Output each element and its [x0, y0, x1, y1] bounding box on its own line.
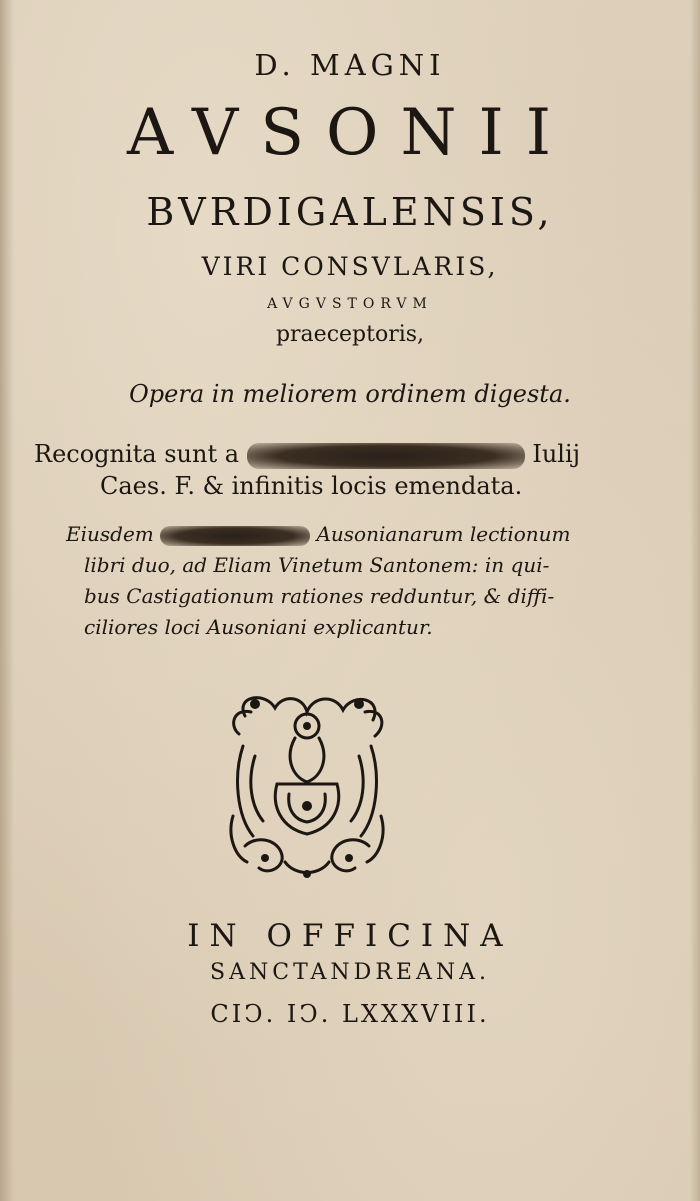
- ornament-icon: [225, 686, 390, 882]
- emendation-end: infinitis locis emendata.: [231, 472, 523, 500]
- lectiones-line-2: libri duo, ad Eliam Vinetum Santonem: in qui-: [84, 553, 550, 577]
- author-role-cont: praeceptoris,: [275, 322, 425, 347]
- redaction-mark: [160, 526, 310, 546]
- author-role: AVGVSTORVM: [267, 296, 433, 312]
- recognition-line: [34, 440, 580, 469]
- lectiones-end: Ausonianarum lectionum: [316, 522, 571, 546]
- lectiones-line-4: ciliores loci Ausoniani explicantur.: [84, 615, 433, 639]
- author-origin: BVRDIGALENSIS,: [146, 190, 554, 234]
- recognition-end: Iulij: [532, 440, 581, 468]
- redaction-mark: [247, 443, 525, 469]
- imprint-place: IN OFFICINA: [187, 918, 513, 954]
- imprint-printer: SANCTANDREANA.: [210, 960, 490, 985]
- emendation-start: Caes. F. &: [100, 472, 224, 500]
- author-prefix: D. MAGNI: [254, 48, 446, 82]
- author-name: AVSONII: [126, 96, 574, 170]
- recognition-start: Recognita sunt a: [34, 440, 240, 468]
- author-title: VIRI CONSVLARIS,: [201, 252, 499, 281]
- lectiones-start: Eiusdem: [66, 522, 154, 546]
- imprint-date: CIↃ. IↃ. LXXXVIII.: [210, 1000, 490, 1028]
- lectiones-line-3: bus Castigationum rationes redduntur, & diffi-: [84, 584, 555, 608]
- work-title: Opera in meliorem ordinem digesta.: [129, 380, 571, 408]
- lectiones-line: [66, 522, 571, 546]
- emendation-line: [100, 472, 522, 500]
